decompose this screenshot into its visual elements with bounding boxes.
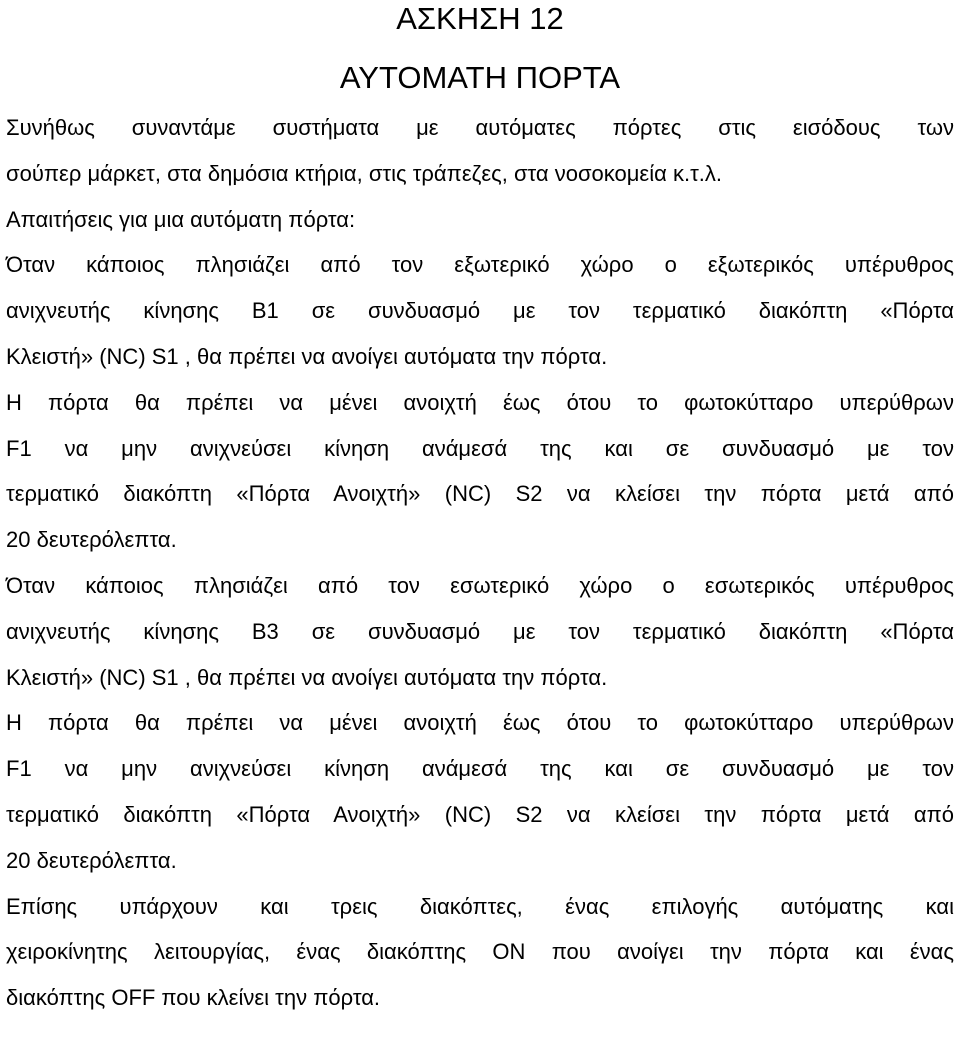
text-line: τερματικό διακόπτη «Πόρτα Ανοιχτή» (NC) S2 να κλείσει την πόρτα μετά από	[6, 801, 954, 827]
text-line: ανιχνευτής κίνησης Β3 σε συνδυασμό με τον τερματικό διακόπτη «Πόρτα	[6, 618, 954, 644]
text-line: Κλειστή» (NC) S1 , θα πρέπει να ανοίγει αυτόματα την πόρτα.	[6, 343, 608, 369]
document-subtitle: ΑΥΤΟΜΑΤΗ ΠΟΡΤΑ	[339, 60, 621, 95]
text-line: διακόπτης OFF που κλείνει την πόρτα.	[6, 985, 381, 1011]
text-line: τερματικό διακόπτη «Πόρτα Ανοιχτή» (NC) S2 να κλείσει την πόρτα μετά από	[6, 481, 954, 507]
document-title: ΑΣΚΗΣΗ 12	[396, 1, 564, 36]
text-line: Η πόρτα θα πρέπει να μένει ανοιχτή έως ότου το φωτοκύτταρο υπερύθρων	[6, 710, 954, 736]
text-line: Όταν κάποιος πλησιάζει από τον εσωτερικό χώρο ο εσωτερικός υπέρυθρος	[6, 572, 954, 598]
text-line: ανιχνευτής κίνησης Β1 σε συνδυασμό με τον τερματικό διακόπτη «Πόρτα	[6, 298, 954, 324]
text-line: Επίσης υπάρχουν και τρεις διακόπτες, ένας επιλογής αυτόματης και	[6, 893, 954, 919]
text-line: σούπερ μάρκετ, στα δημόσια κτήρια, στις τράπεζες, στα νοσοκομεία κ.τ.λ.	[6, 160, 722, 186]
document-page	[6, 0, 954, 1021]
text-line: Κλειστή» (NC) S1 , θα πρέπει να ανοίγει αυτόματα την πόρτα.	[6, 664, 608, 690]
text-line: 20 δευτερόλεπτα.	[6, 527, 177, 553]
text-line: 20 δευτερόλεπτα.	[6, 847, 177, 873]
document-body	[6, 105, 954, 1021]
text-line: F1 να μην ανιχνεύσει κίνηση ανάμεσά της και σε συνδυασμό με τον	[6, 435, 954, 461]
text-line: F1 να μην ανιχνεύσει κίνηση ανάμεσά της και σε συνδυασμό με τον	[6, 756, 954, 782]
text-line: Η πόρτα θα πρέπει να μένει ανοιχτή έως ότου το φωτοκύτταρο υπερύθρων	[6, 389, 954, 415]
text-line: Συνήθως συναντάμε συστήματα με αυτόματες πόρτες στις εισόδους των	[6, 115, 954, 140]
text-line: χειροκίνητης λειτουργίας, ένας διακόπτης ON που ανοίγει την πόρτα και ένας	[6, 939, 954, 965]
text-line: Απαιτήσεις για μια αυτόματη πόρτα:	[6, 206, 356, 232]
text-line: Όταν κάποιος πλησιάζει από τον εξωτερικό χώρο ο εξωτερικός υπέρυθρος	[6, 252, 954, 278]
